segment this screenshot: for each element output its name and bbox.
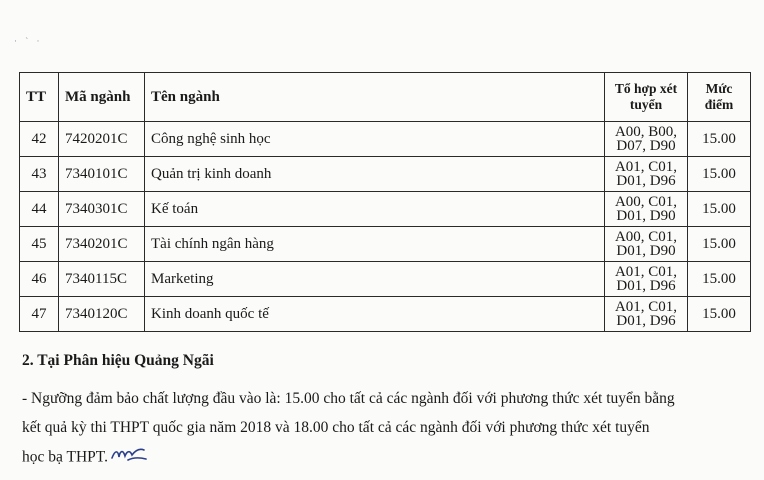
cell-muc-diem: 15.00 [688,192,751,227]
table-header-row [20,73,751,122]
header-to-hop [605,73,688,122]
to-hop-line1: A01, C01, [614,159,678,175]
threshold-paragraph [22,384,752,474]
scan-artifact: · ` · [14,36,43,46]
cell-to-hop [605,192,688,227]
cell-ma-nganh: 7420201C [59,122,145,157]
cell-ma-nganh: 7340301C [59,192,145,227]
to-hop-line1: A00, C01, [614,194,678,210]
cell-ten-nganh: Quản trị kinh doanh [145,157,605,192]
to-hop-line2: D07, D90 [616,138,676,154]
cell-muc-diem: 15.00 [688,157,751,192]
section-title: 2. Tại Phân hiệu Quảng Ngãi [22,352,214,369]
header-to-hop-line1: Tổ hợp xét [614,81,678,96]
cell-to-hop [605,262,688,297]
header-to-hop-line2: tuyển [629,97,663,112]
cell-tt: 45 [20,227,59,262]
cell-tt: 44 [20,192,59,227]
to-hop-line2: D01, D96 [616,173,676,189]
cell-ten-nganh: Kinh doanh quốc tế [145,297,605,332]
cell-ma-nganh: 7340201C [59,227,145,262]
cell-tt: 46 [20,262,59,297]
cell-ten-nganh: Công nghệ sinh học [145,122,605,157]
cell-to-hop [605,122,688,157]
cell-ma-nganh: 7340115C [59,262,145,297]
table-row [20,227,751,262]
table-row [20,157,751,192]
cell-ma-nganh: 7340101C [59,157,145,192]
cell-muc-diem: 15.00 [688,122,751,157]
table-row [20,262,751,297]
to-hop-line1: A00, B00, [614,124,678,140]
cell-to-hop [605,227,688,262]
to-hop-line2: D01, D90 [616,243,676,259]
table-row [20,192,751,227]
admission-table [19,72,751,332]
to-hop-line1: A01, C01, [614,299,678,315]
cell-tt: 47 [20,297,59,332]
cell-to-hop [605,297,688,332]
paragraph-line-1: - Ngưỡng đảm bảo chất lượng đầu vào là: 15.00 cho tất cả các ngành đối với phương thức xét tuyển bằng [22,390,675,407]
to-hop-line2: D01, D90 [616,208,676,224]
cell-to-hop [605,157,688,192]
to-hop-line2: D01, D96 [616,313,676,329]
cell-muc-diem: 15.00 [688,227,751,262]
table-row [20,122,751,157]
paragraph-line-2: kết quả kỳ thi THPT quốc gia năm 2018 và 18.00 cho tất cả các ngành đối với phương thức xét tuyển [22,419,650,436]
cell-ten-nganh: Marketing [145,262,605,297]
cell-muc-diem: 15.00 [688,297,751,332]
header-muc-diem [688,73,751,122]
paragraph-line-3: học bạ THPT. [22,448,108,466]
to-hop-line2: D01, D96 [616,278,676,294]
cell-ma-nganh: 7340120C [59,297,145,332]
cell-tt: 43 [20,157,59,192]
header-ten-nganh: Tên ngành [145,73,605,122]
table-row [20,297,751,332]
cell-ten-nganh: Tài chính ngân hàng [145,227,605,262]
header-muc-diem-line1: Mức [705,81,733,96]
to-hop-line1: A00, C01, [614,229,678,245]
signature-mark [110,442,150,474]
cell-muc-diem: 15.00 [688,262,751,297]
cell-ten-nganh: Kế toán [145,192,605,227]
cell-tt: 42 [20,122,59,157]
header-muc-diem-line2: điểm [704,97,734,112]
header-ma-nganh: Mã ngành [59,73,145,122]
to-hop-line1: A01, C01, [614,264,678,280]
header-tt: TT [20,73,59,122]
